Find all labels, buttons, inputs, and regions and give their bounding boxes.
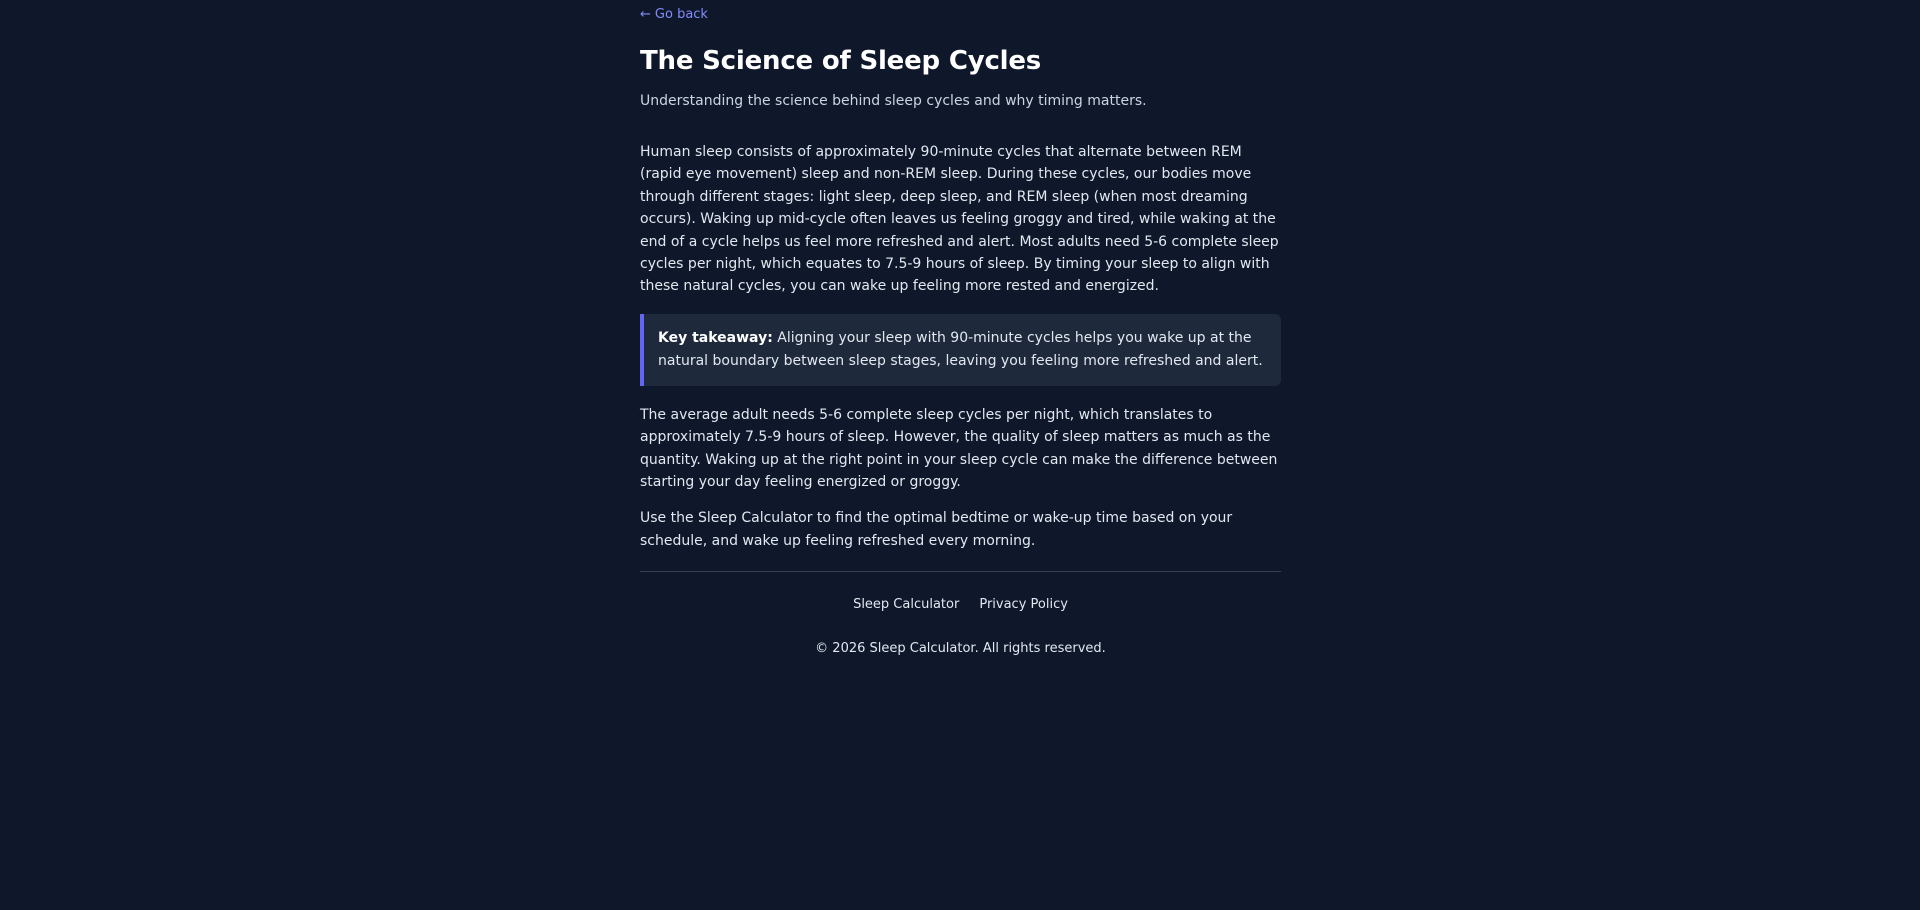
footer-nav — [640, 596, 1281, 614]
key-takeaway-text: Aligning your sleep with 90-minute cycles helps you wake up at the natural boundary between sleep stages, leaving you feeling more refreshed and alert. — [658, 329, 1263, 369]
footer-link-privacy-policy[interactable]: Privacy Policy — [979, 597, 1068, 613]
article-paragraph-1: Human sleep consists of approximately 90-minute cycles that alternate between REM (rapid eye movement) sleep and non-REM sleep. During these cycles, our bodies move through different stages: light sleep, deep sleep, and REM sleep (when most dreaming occurs). Waking up mid-cycle often leaves us feeling groggy and tired, while waking at the end of a cycle helps us feel more refreshed and alert. Most adults need 5-6 complete sleep cycles per night, which equates to 7.5-9 hours of sleep. By timing your sleep to align with these natural cycles, you can wake up feeling more rested and energized. — [640, 144, 1279, 295]
article-paragraph-3: Use the Sleep Calculator to find the optimal bedtime or wake-up time based on your schedule, and wake up feeling refreshed every morning. — [640, 510, 1233, 549]
footer-divider — [640, 571, 1281, 572]
go-back-link[interactable] — [640, 5, 708, 23]
page-container — [640, 0, 1281, 658]
arrow-left-icon: ← — [640, 6, 651, 22]
page-title: The Science of Sleep Cycles — [640, 46, 1042, 76]
key-takeaway-callout — [640, 314, 1281, 386]
copyright-text: © 2026 Sleep Calculator. All rights reserved. — [815, 641, 1106, 657]
article-paragraph-2: The average adult needs 5-6 complete sleep cycles per night, which translates to approximately 7.5-9 hours of sleep. However, the quality of sleep matters as much as the quantity. Waking up at the right point in your sleep cycle can make the difference between starting your day feeling energized or groggy. — [640, 406, 1278, 491]
key-takeaway-label: Key takeaway: — [658, 329, 773, 346]
page-subtitle: Understanding the science behind sleep cycles and why timing matters. — [640, 93, 1147, 109]
go-back-label: Go back — [654, 6, 708, 22]
footer-link-sleep-calculator[interactable]: Sleep Calculator — [853, 597, 960, 613]
